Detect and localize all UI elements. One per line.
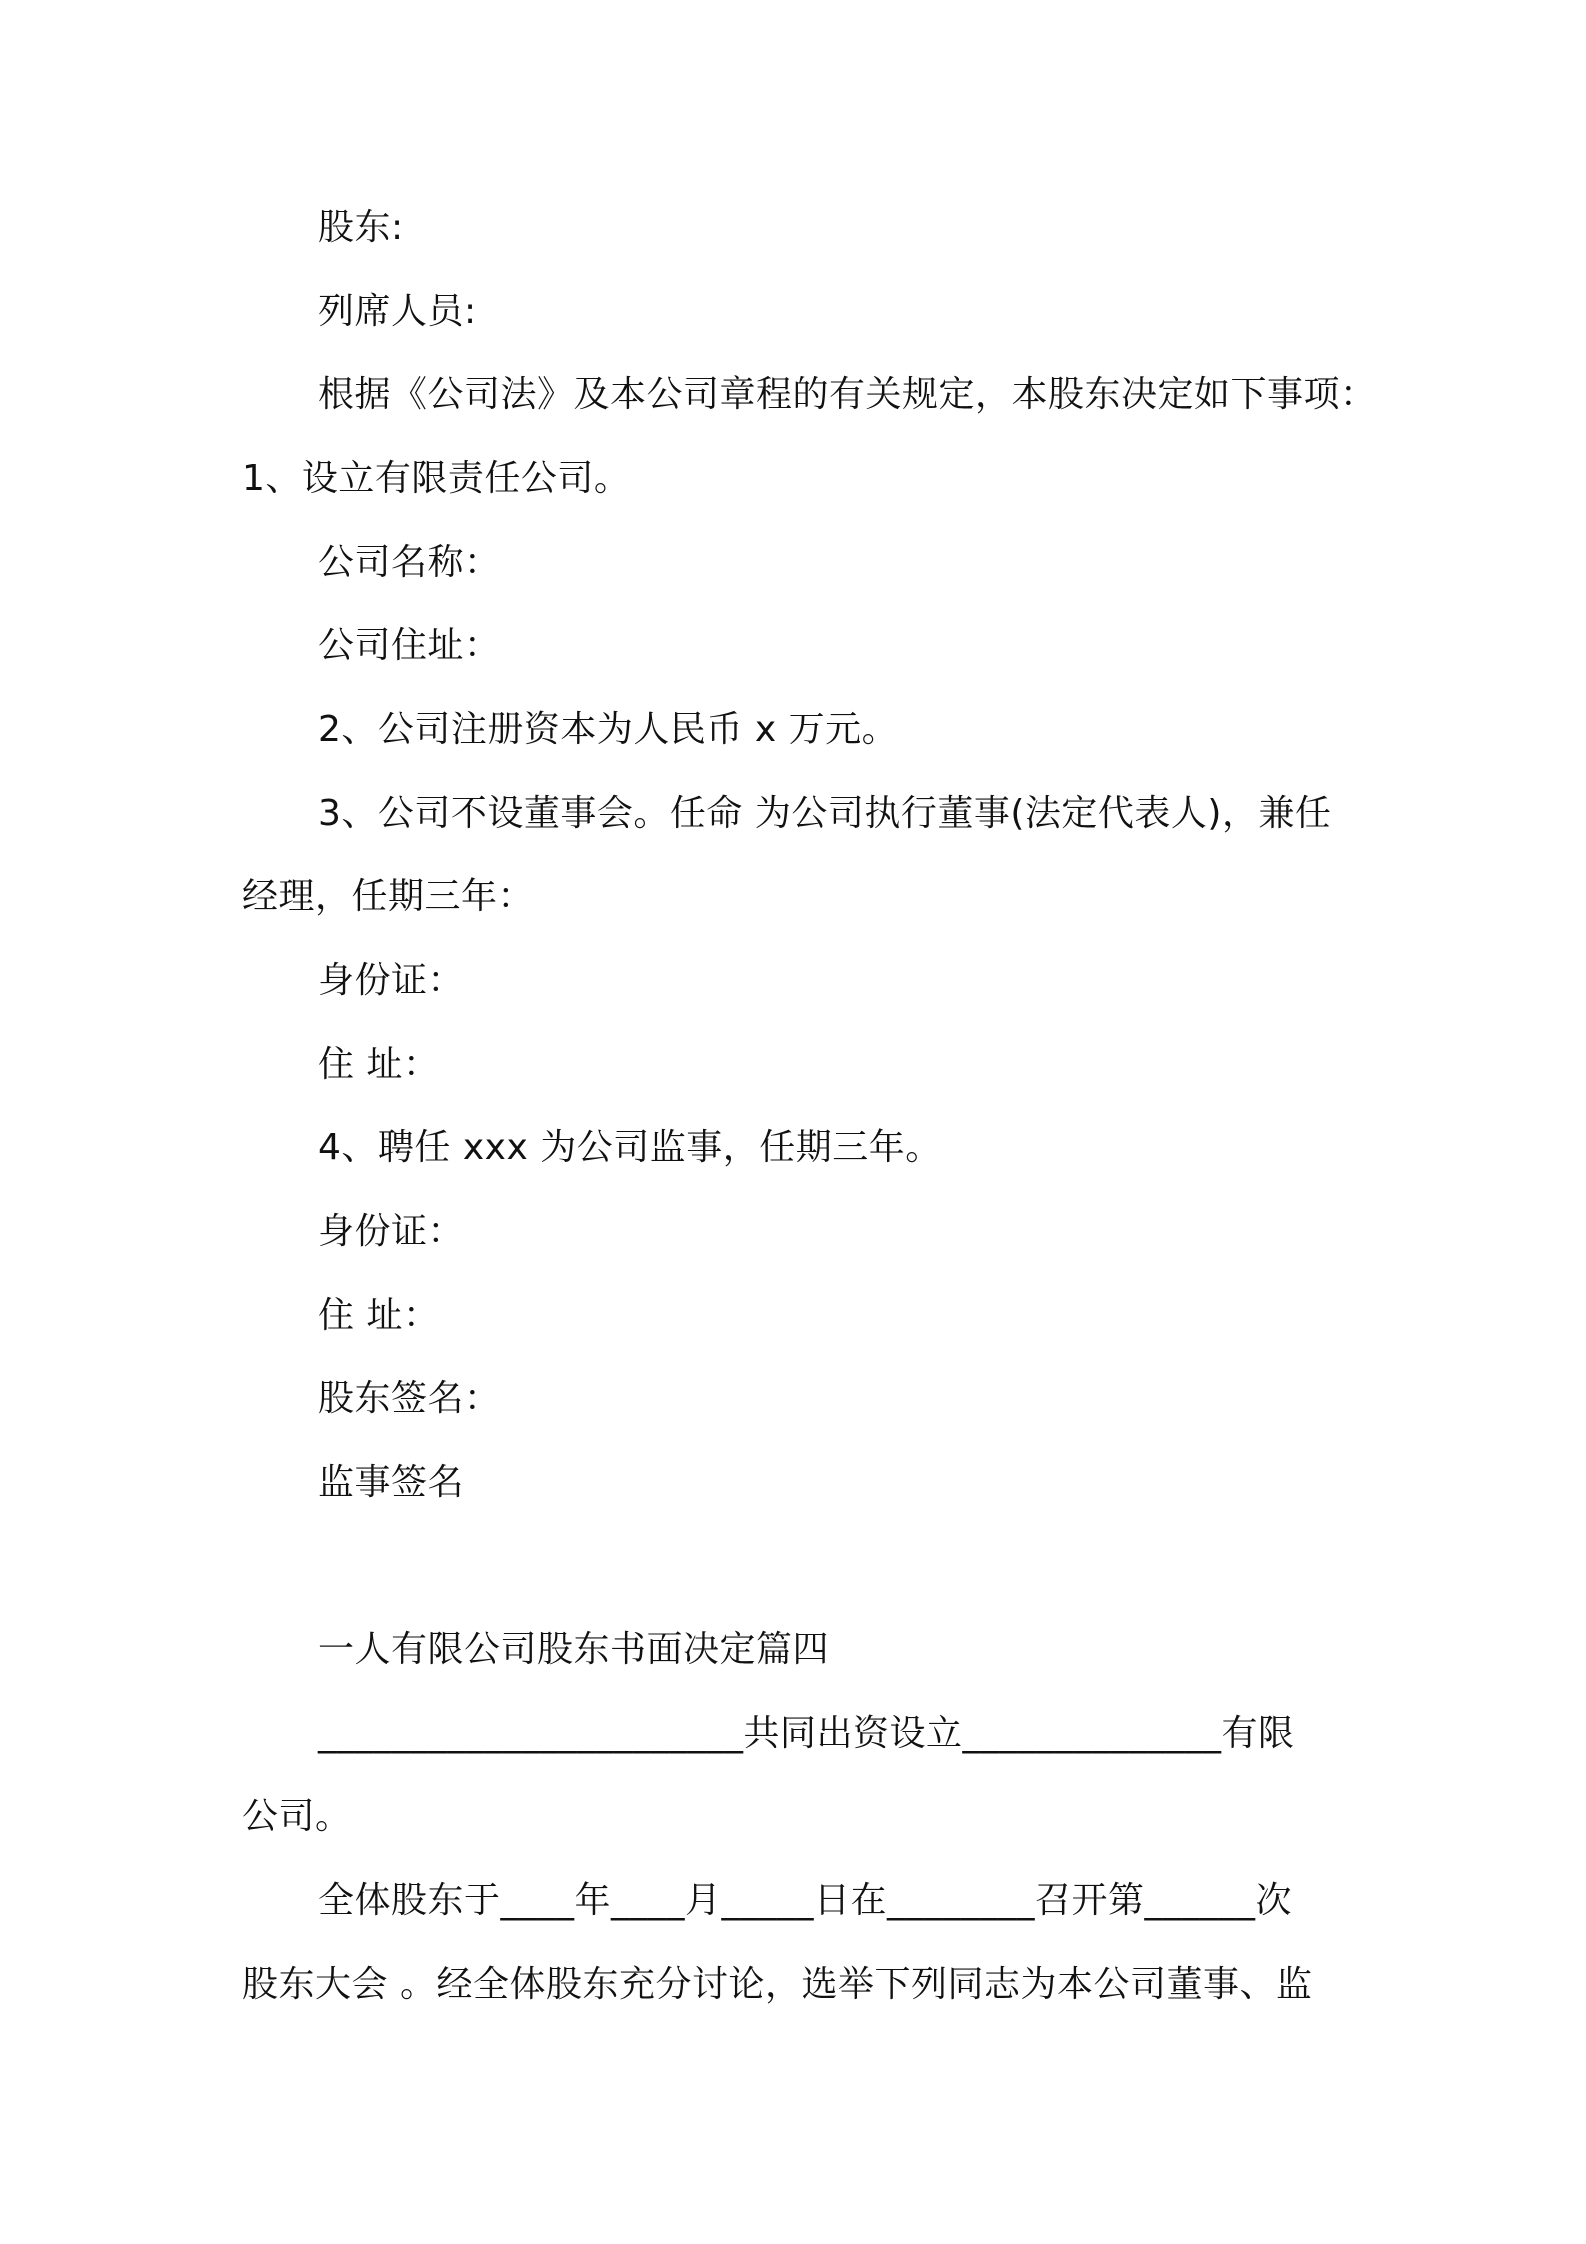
company-name-label: 公司名称： — [318, 542, 501, 583]
joint-investment-line: _______________________共同出资设立______________有限 — [318, 1713, 1295, 1754]
item-2: 2、公司注册资本为人民币 x 万元。 — [318, 709, 899, 750]
meeting-line: 全体股东于____年____月_____日在________召开第______次 — [318, 1880, 1293, 1921]
attendees-label: 列席人员: — [318, 291, 477, 332]
item-3: 3、公司不设董事会。任命 为公司执行董事(法定代表人)，兼任 — [318, 793, 1332, 834]
section-title: 一人有限公司股东书面决定篇四 — [318, 1629, 830, 1670]
supervisor-signature-label: 监事签名 — [318, 1462, 465, 1503]
shareholder-label: 股东: — [318, 207, 404, 248]
director-id-label: 身份证： — [318, 960, 465, 1001]
director-address-label: 住 址： — [318, 1044, 440, 1085]
shareholder-signature-label: 股东签名： — [318, 1378, 501, 1419]
item-4: 4、聘任 xxx 为公司监事，任期三年。 — [318, 1127, 942, 1168]
supervisor-id-label: 身份证： — [318, 1211, 465, 1252]
joint-investment-continued: 公司。 — [242, 1796, 352, 1837]
company-address-label: 公司住址： — [318, 625, 501, 666]
supervisor-address-label: 住 址： — [318, 1295, 440, 1336]
meeting-continued: 股东大会 。经全体股东充分讨论，选举下列同志为本公司董事、监 — [242, 1964, 1313, 2005]
resolution-intro: 根据《公司法》及本公司章程的有关规定，本股东决定如下事项： — [318, 374, 1377, 415]
item-3-continued: 经理，任期三年： — [242, 876, 535, 917]
item-1: 1、设立有限责任公司。 — [242, 458, 631, 499]
